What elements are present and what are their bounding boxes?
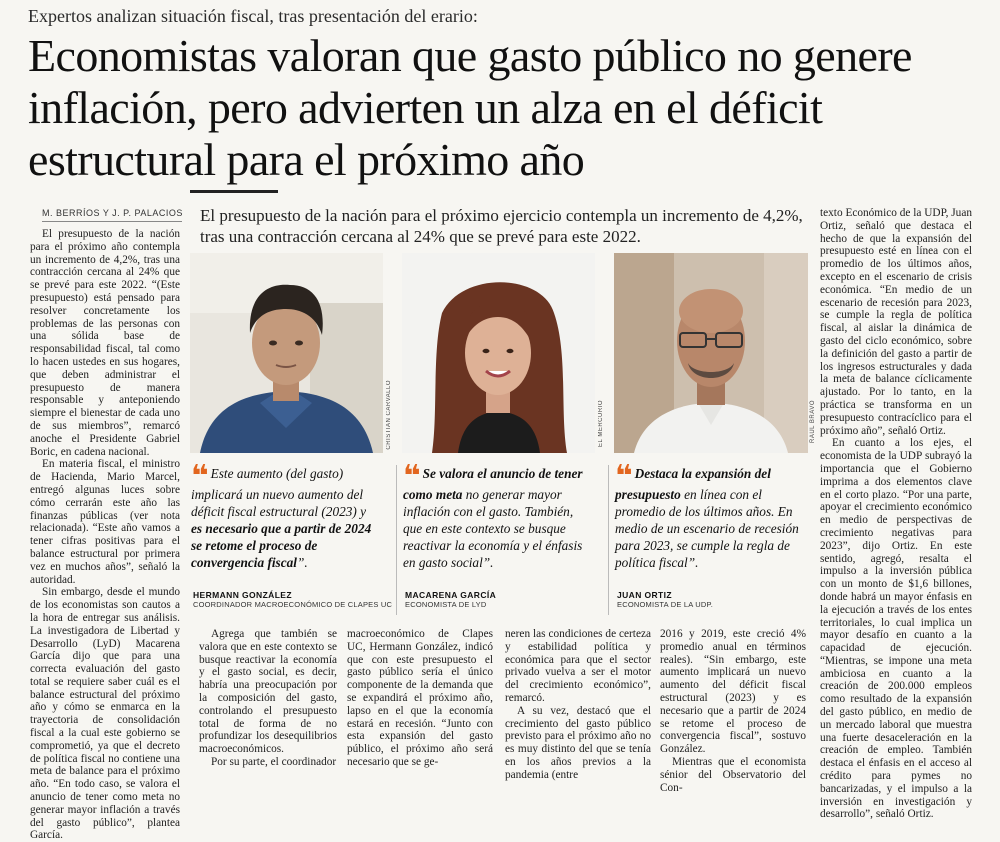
body-paragraph: A su vez, destacó que el crecimiento del gasto público previsto para el próximo año no es muy distinto del que se tenía en los años previos a la pandemia (entre bbox=[505, 704, 651, 781]
photo-juan-ortiz bbox=[614, 253, 808, 453]
quote-emphasis: es necesario que a partir de 2024 se retome el proceso de convergencia fiscal bbox=[191, 521, 372, 570]
quote-mark-icon: ❝ bbox=[615, 459, 633, 494]
kicker: Expertos analizan situación fiscal, tras presentación del erario: bbox=[28, 6, 478, 26]
quote-author-name-1: HERMANN GONZÁLEZ bbox=[193, 590, 292, 600]
headline-rule bbox=[190, 190, 278, 193]
body-paragraph: Agrega que también se valora que en este contexto se busque reactivar la economía y el gasto social, es decir, habría una preocupación por la composición del gasto, controlando el presupuesto total de forma de no profundizar los desequilibrios macroeconómicos. bbox=[199, 628, 337, 756]
column-4 bbox=[505, 628, 651, 782]
body-paragraph: Sin embargo, desde el mundo de los economistas son cautos a la hora de entregar sus análisis. La investigadora de Libertad y Desarrollo (LyD) Macarena García dijo que para una correcta evaluación del gasto total se requiere saber cuál es el balance estructural del próximo año y cómo se enmarca en la trayectoria de consolidación fiscal a la cual este gobierno se comprometió, ya que el decreto de política fiscal no contiene una meta de balance para el próximo año. “En todo caso, se valora el anuncio de tener como meta no generar mayor inflación a través del gasto público”, plantea García. bbox=[30, 586, 180, 842]
pull-quote-2 bbox=[403, 459, 591, 571]
column-divider bbox=[608, 465, 609, 615]
body-paragraph: texto Económico de la UDP, Juan Ortiz, señaló que destaca el hecho de que la expansión del presupuesto esté en línea con el promedio de los últimos años, excepto en el escenario de crisis económica. “En medio de un escenario de recesión para 2023, se cumple la regla de política fiscal, al aislar la dinámica de gasto del ciclo económico, sobre la definición del gasto a partir de los ingresos estructurales y dada la meta de balance cíclicamente ajustado. Por lo tanto, en la práctica se transforma en un presupuesto contracíclico para el próximo año”, señaló Ortiz. bbox=[820, 207, 972, 437]
portrait-man-1-image bbox=[190, 253, 383, 453]
column-divider bbox=[396, 465, 397, 615]
body-paragraph: 2016 y 2019, este creció 4% promedio anual en términos reales). “Sin embargo, este aumento implicará un nuevo aumento del déficit fiscal estructural (2023) y es necesario que a partir de 2024 se retome el proceso de convergencia fiscal”, sostuvo González. bbox=[660, 628, 806, 756]
body-paragraph: macroeconómico de Clapes UC, Hermann González, indicó que con este presupuesto el gasto público sería el único componente de la demanda que se expandirá el próximo año, lapso en el que la economía estará en recesión. “Junto con esta expansión del gasto público, el próximo año será necesario que se ge- bbox=[347, 628, 493, 768]
quote-author-name-3: JUAN ORTIZ bbox=[617, 590, 672, 600]
byline-rule bbox=[42, 221, 182, 222]
column-5 bbox=[660, 628, 806, 794]
quote-emphasis: Se valora el anuncio de tener como meta bbox=[403, 466, 583, 502]
quote-text: Este aumento (del gasto) implicará un nuevo aumento del déficit fiscal estructural (2023) y bbox=[191, 466, 367, 519]
photo-credit-2: EL MERCURIO bbox=[598, 400, 604, 447]
photo-hermann-gonzalez bbox=[190, 253, 383, 453]
pull-quote-1 bbox=[191, 459, 379, 571]
quote-text: ”. bbox=[296, 555, 308, 570]
quote-author-role-3: ECONOMISTA DE LA UDP. bbox=[617, 600, 714, 609]
column-3 bbox=[347, 628, 493, 769]
portrait-woman-image bbox=[402, 253, 595, 453]
column-1 bbox=[30, 228, 180, 842]
body-paragraph: Por su parte, el coordinador bbox=[211, 755, 337, 768]
body-paragraph: En materia fiscal, el ministro de Hacienda, Mario Marcel, entregó algunas luces sobre cómo cerrarán este año las finanzas públicas (ver nota relacionada). “Este año vamos a tener cifras positivas para el balance estructural por primera vez en muchos años”, señaló la autoridad. bbox=[30, 458, 180, 586]
quote-mark-icon: ❝ bbox=[403, 459, 421, 494]
body-paragraph: En cuanto a los ejes, el economista de la UDP subrayó la importancia que el Gobierno imprima a dos elementos clave en el corto plazo. “Por una parte, apoyar el crecimiento económico en medio de perspectivas de crecimiento negativas para 2023”, dijo Ortiz. En este sentido, agregó, resalta el impulso a la inversión pública con un monto de $1,6 billones, donde habrá un mayor énfasis en la ejecución a través de los entes territoriales, lo cual implica un mayor desafío en cuanto a la capacidad de ejecución. “Mientras, se impone una meta ambiciosa en cuanto a la creación de 200.000 empleos como resultado de la expansión del gasto público, en medio de un mercado laboral que muestra una fuerte desaceleración en la creación de empleo. También destaca el énfasis en el acceso al crédito para pymes no bancarizadas, y el impulso a la inversión en investigación y desarrollo”, señaló Ortiz. bbox=[820, 437, 972, 821]
body-paragraph: El presupuesto de la nación para el próximo año contempla un incremento de 4,2%, tras una contracción cercana al 24% que se prevé para este 2022. “(Este presupuesto) está pensado para resolver concretamente los problemas de las personas con una sólida base de responsabilidad fiscal, tal como lo hacen ustedes en sus hogares, que deben administrar el presupuesto de manera responsable y anteponiendo siempre el bienestar de cada uno de sus miembros”, remarcó anoche el Presidente Gabriel Boric, en cadena nacional. bbox=[30, 228, 180, 458]
headline: Economistas valoran que gasto público no genere inflación, pero advierten un alza en el déficit estructural para el próximo año bbox=[28, 30, 912, 185]
photo-macarena-garcia bbox=[402, 253, 595, 453]
quote-author-name-2: MACARENA GARCÍA bbox=[405, 590, 497, 600]
photo-credit-3: RAÚL BRAVO bbox=[810, 400, 816, 444]
lead-paragraph: El presupuesto de la nación para el próximo ejercicio contempla un incremento de 4,2%, tras una contracción cercana al 24% que se prevé para este 2022. bbox=[200, 206, 803, 246]
quote-text: no generar mayor inflación con el gasto. También, que en este contexto se busque reactivar la economía y el énfasis en gasto social”. bbox=[403, 487, 583, 570]
body-paragraph: Mientras que el economista sénior del Observatorio del Con- bbox=[660, 755, 806, 794]
column-2 bbox=[199, 628, 337, 769]
quote-text: en línea con el promedio de los últimos años. En medio de un escenario de recesión para 2023, se cumple la regla de política fiscal”. bbox=[615, 487, 799, 570]
pull-quote-3 bbox=[615, 459, 803, 571]
byline: M. BERRÍOS Y J. P. PALACIOS bbox=[42, 208, 183, 218]
column-6 bbox=[820, 207, 972, 821]
photo-credit-1: CRISTIAN CARVALLO bbox=[386, 380, 392, 450]
portrait-man-2-image bbox=[614, 253, 808, 453]
body-paragraph: neren las condiciones de certeza y estabilidad política y económica para que el sector privado vuelva a ser el motor del crecimiento económico”, remarcó. bbox=[505, 628, 651, 704]
quote-author-role-2: ECONOMISTA DE LYD bbox=[405, 600, 487, 609]
quote-author-role-1: COORDINADOR MACROECONÓMICO DE CLAPES UC bbox=[193, 600, 393, 609]
quote-emphasis: Destaca la expansión del presupuesto bbox=[615, 466, 771, 502]
quote-mark-icon: ❝ bbox=[191, 459, 209, 494]
